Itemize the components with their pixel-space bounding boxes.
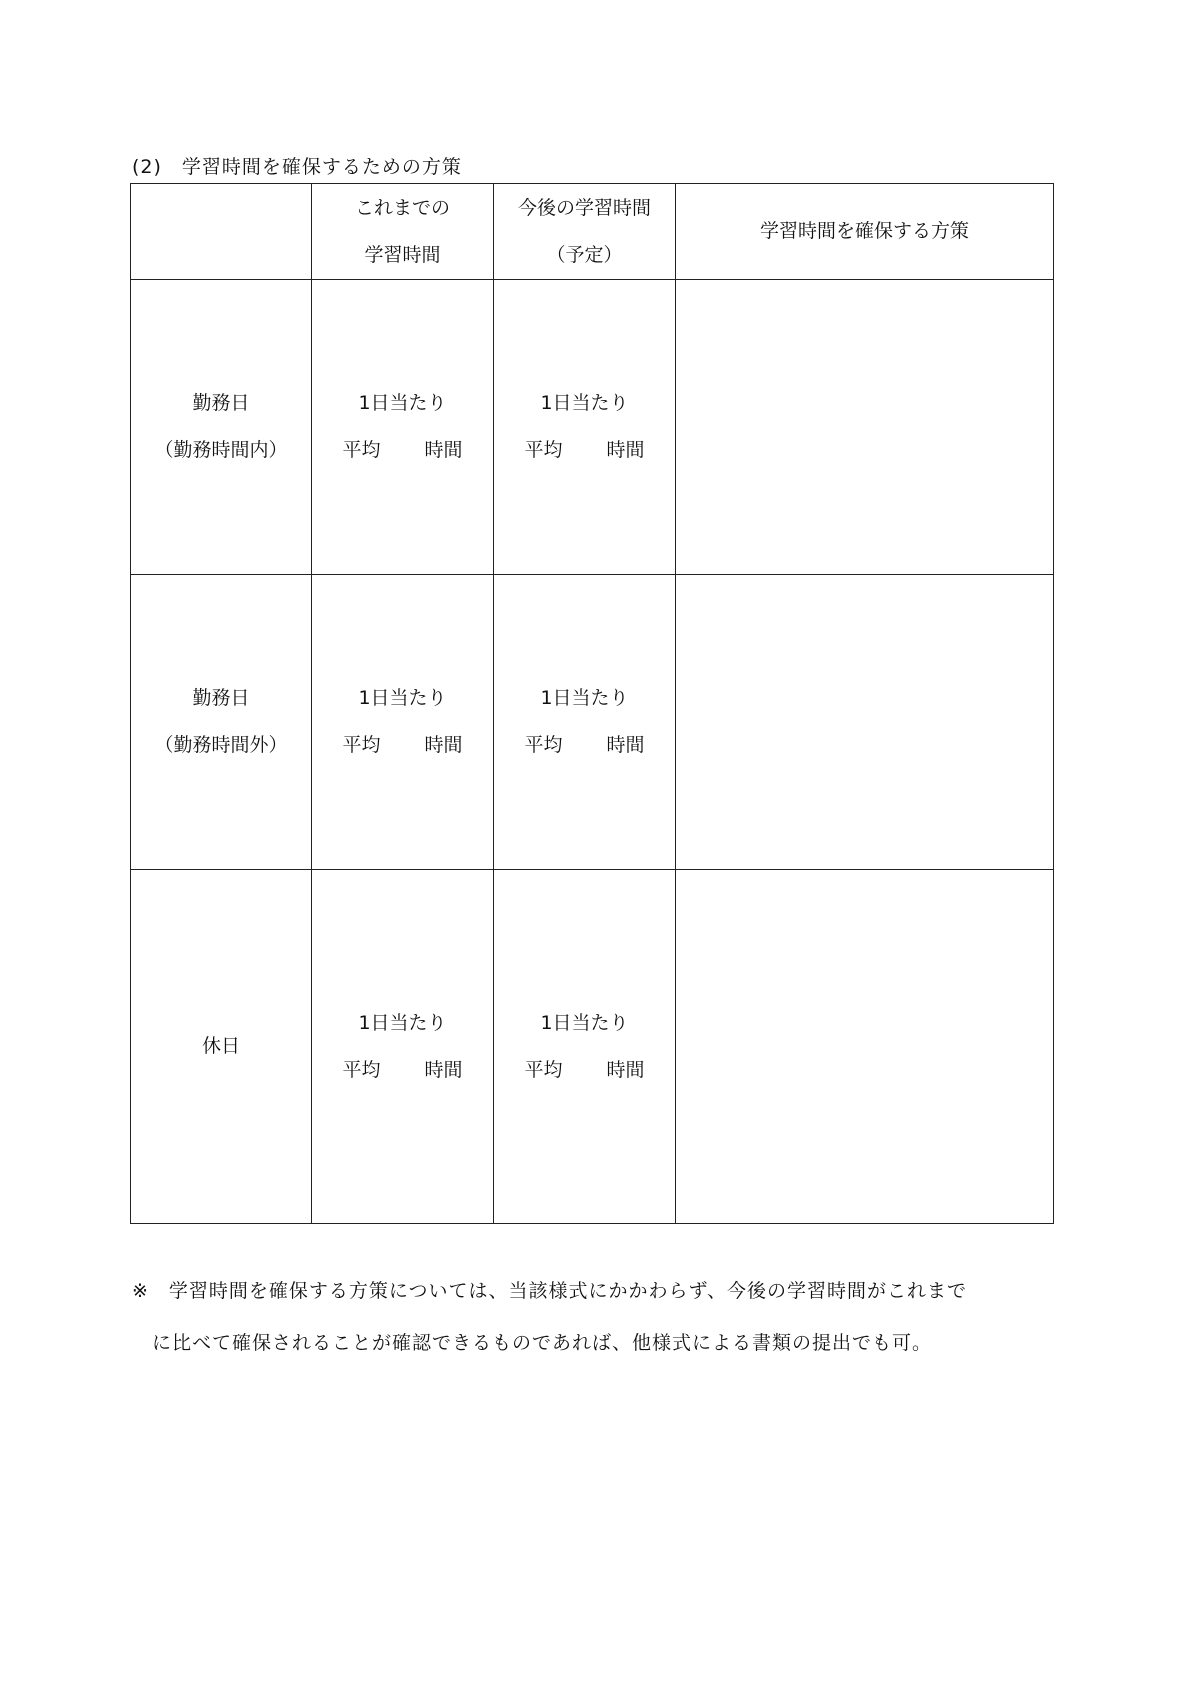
measures-cell[interactable] (676, 575, 1054, 870)
past-hours-cell[interactable]: 1日当たり 平均 時間 (312, 575, 494, 870)
table-header-row (131, 184, 1054, 280)
future-hours-cell[interactable]: 1日当たり 平均 時間 (494, 575, 676, 870)
row-label: 勤務日 （勤務時間内） (131, 280, 312, 575)
note-line-1: ※ 学習時間を確保する方策については、当該様式にかかわらず、今後の学習時間がこれまで (132, 1280, 968, 1302)
measures-cell[interactable] (676, 870, 1054, 1224)
past-hours-cell[interactable]: 1日当たり 平均 時間 (312, 280, 494, 575)
table-row (131, 870, 1054, 1224)
past-hours-cell[interactable]: 1日当たり 平均 時間 (312, 870, 494, 1224)
study-time-table (130, 183, 1054, 1224)
table-row (131, 575, 1054, 870)
row-label: 勤務日 （勤務時間外） (131, 575, 312, 870)
table-row (131, 280, 1054, 575)
measures-cell[interactable] (676, 280, 1054, 575)
header-measures: 学習時間を確保する方策 (676, 184, 1054, 280)
header-past-study-time: これまでの 学習時間 (312, 184, 494, 280)
note-line-2: に比べて確保されることが確認できるものであれば、他様式による書類の提出でも可。 (152, 1332, 933, 1354)
future-hours-cell[interactable]: 1日当たり 平均 時間 (494, 870, 676, 1224)
row-label: 休日 (131, 870, 312, 1224)
header-future-study-time: 今後の学習時間 （予定） (494, 184, 676, 280)
future-hours-cell[interactable]: 1日当たり 平均 時間 (494, 280, 676, 575)
section-title: (2) 学習時間を確保するための方策 (132, 156, 462, 178)
header-empty-cell (131, 184, 312, 280)
